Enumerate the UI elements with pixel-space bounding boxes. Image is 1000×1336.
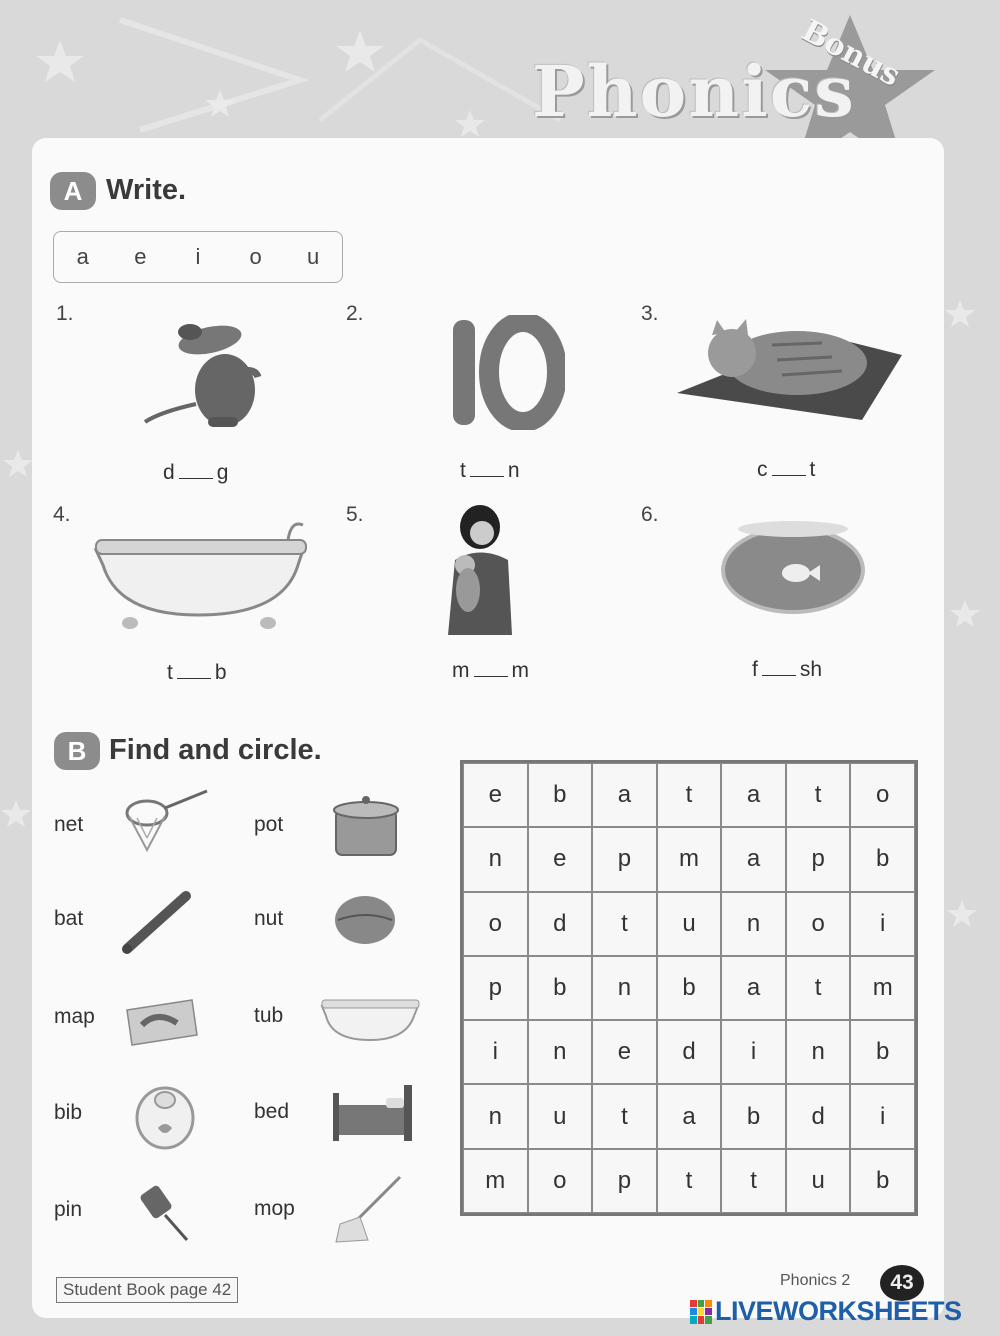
answer-blank-4[interactable] — [177, 662, 211, 679]
grid-cell[interactable]: t — [592, 892, 657, 956]
vowel-o: o — [249, 244, 262, 269]
grid-cell[interactable]: b — [528, 763, 593, 827]
mom-picture — [440, 505, 520, 640]
grid-cell[interactable]: o — [463, 892, 528, 956]
net-picture — [122, 788, 212, 858]
grid-cell[interactable]: t — [592, 1084, 657, 1148]
grid-cell[interactable]: a — [721, 827, 786, 891]
word-nut: nut — [254, 907, 284, 930]
grid-cell[interactable]: n — [528, 1020, 593, 1084]
nut-picture — [330, 890, 400, 950]
dog-picture — [140, 312, 270, 432]
section-b-badge: B — [54, 732, 100, 770]
grid-cell[interactable]: i — [721, 1020, 786, 1084]
word-pin: pin — [54, 1198, 83, 1221]
grid-cell[interactable]: m — [850, 956, 915, 1020]
vowel-u: u — [307, 244, 320, 269]
vowel-e: e — [134, 244, 147, 269]
grid-cell[interactable]: a — [592, 763, 657, 827]
word-mom — [452, 659, 529, 683]
answer-blank-2[interactable] — [470, 460, 504, 477]
grid-cell[interactable]: b — [528, 956, 593, 1020]
grid-cell[interactable]: m — [657, 827, 722, 891]
word-cat — [757, 458, 815, 482]
section-b-title: Find and circle. — [109, 734, 322, 766]
bonus-label: Bonus — [795, 13, 906, 94]
item-number-6: 6. — [641, 503, 659, 526]
pot-picture — [328, 792, 408, 862]
word-start: t — [167, 661, 173, 684]
word-fish — [752, 658, 822, 682]
answer-blank-3[interactable] — [772, 459, 806, 476]
student-book-reference: Student Book page 42 — [56, 1277, 238, 1303]
grid-cell[interactable]: e — [592, 1020, 657, 1084]
liveworksheets-brand — [690, 1296, 962, 1327]
grid-cell[interactable]: d — [528, 892, 593, 956]
word-start: t — [460, 459, 466, 482]
page-title: Phonics — [532, 50, 856, 133]
grid-cell[interactable]: i — [850, 1084, 915, 1148]
word-tub — [167, 661, 227, 685]
book-label: Phonics 2 — [780, 1272, 851, 1289]
word-end: n — [507, 459, 520, 482]
word-mop: mop — [254, 1197, 295, 1220]
grid-cell[interactable]: a — [657, 1084, 722, 1148]
grid-cell[interactable]: d — [657, 1020, 722, 1084]
grid-cell[interactable]: b — [850, 1149, 915, 1213]
bib-picture — [132, 1080, 198, 1150]
word-bib: bib — [54, 1101, 83, 1124]
grid-cell[interactable]: m — [463, 1149, 528, 1213]
section-a-title: Write. — [106, 174, 187, 206]
grid-cell[interactable]: p — [592, 1149, 657, 1213]
vowel-a: a — [76, 244, 89, 269]
item-number-2: 2. — [346, 302, 364, 325]
word-map: map — [54, 1005, 95, 1028]
grid-cell[interactable]: i — [463, 1020, 528, 1084]
grid-cell[interactable]: n — [786, 1020, 851, 1084]
word-start: c — [757, 458, 768, 481]
fish-picture — [718, 515, 868, 615]
answer-blank-1[interactable] — [179, 462, 213, 479]
grid-cell[interactable]: u — [528, 1084, 593, 1148]
grid-cell[interactable]: n — [721, 892, 786, 956]
ten-picture — [445, 315, 565, 430]
grid-cell[interactable]: t — [786, 956, 851, 1020]
item-number-4: 4. — [53, 503, 71, 526]
item-number-5: 5. — [346, 503, 364, 526]
grid-cell[interactable]: b — [721, 1084, 786, 1148]
grid-cell[interactable]: t — [657, 1149, 722, 1213]
word-start: m — [452, 659, 470, 682]
cat-picture — [672, 315, 907, 425]
grid-cell[interactable]: u — [657, 892, 722, 956]
grid-cell[interactable]: t — [657, 763, 722, 827]
grid-cell[interactable]: o — [786, 892, 851, 956]
word-end: g — [216, 461, 229, 484]
word-start: f — [752, 658, 758, 681]
mop-picture — [330, 1172, 410, 1247]
grid-cell[interactable]: e — [528, 827, 593, 891]
grid-cell[interactable]: a — [721, 763, 786, 827]
item-number-3: 3. — [641, 302, 659, 325]
grid-cell[interactable]: t — [786, 763, 851, 827]
grid-cell[interactable]: e — [463, 763, 528, 827]
grid-cell[interactable]: o — [528, 1149, 593, 1213]
grid-cell[interactable]: b — [850, 827, 915, 891]
tub-picture — [88, 515, 313, 630]
word-net: net — [54, 813, 84, 836]
tub-small-picture — [318, 988, 423, 1048]
grid-cell[interactable]: p — [592, 827, 657, 891]
grid-cell[interactable]: u — [786, 1149, 851, 1213]
answer-blank-6[interactable] — [762, 659, 796, 676]
word-start: d — [163, 461, 175, 484]
section-a-badge: A — [50, 172, 96, 210]
vowel-box — [53, 231, 343, 283]
grid-cell[interactable]: a — [721, 956, 786, 1020]
word-bat: bat — [54, 907, 84, 930]
word-pot: pot — [254, 813, 284, 836]
answer-blank-5[interactable] — [474, 660, 508, 677]
word-search-grid — [460, 760, 918, 1216]
grid-cell[interactable]: t — [721, 1149, 786, 1213]
word-end: t — [809, 458, 816, 481]
word-tub-b: tub — [254, 1004, 284, 1027]
grid-cell[interactable]: p — [463, 956, 528, 1020]
grid-cell[interactable]: b — [657, 956, 722, 1020]
map-picture — [122, 995, 202, 1050]
page-number: 43 — [880, 1265, 924, 1301]
grid-cell[interactable]: p — [786, 827, 851, 891]
bat-picture — [118, 888, 198, 958]
word-end: sh — [799, 658, 823, 681]
item-number-1: 1. — [56, 302, 74, 325]
grid-cell[interactable]: d — [786, 1084, 851, 1148]
word-ten — [460, 459, 520, 483]
vowel-i: i — [195, 244, 201, 269]
word-bed: bed — [254, 1100, 290, 1123]
word-end: b — [214, 661, 227, 684]
grid-cell[interactable]: n — [592, 956, 657, 1020]
liveworksheets-text: LIVEWORKSHEETS — [715, 1296, 962, 1326]
bed-picture — [328, 1083, 418, 1148]
grid-cell[interactable]: n — [463, 827, 528, 891]
pin-picture — [135, 1180, 195, 1245]
grid-cell[interactable]: b — [850, 1020, 915, 1084]
grid-cell[interactable]: o — [850, 763, 915, 827]
liveworksheets-logo-icon — [690, 1300, 712, 1324]
grid-cell[interactable]: n — [463, 1084, 528, 1148]
word-dog — [163, 461, 228, 485]
word-end: m — [511, 659, 529, 682]
grid-cell[interactable]: i — [850, 892, 915, 956]
